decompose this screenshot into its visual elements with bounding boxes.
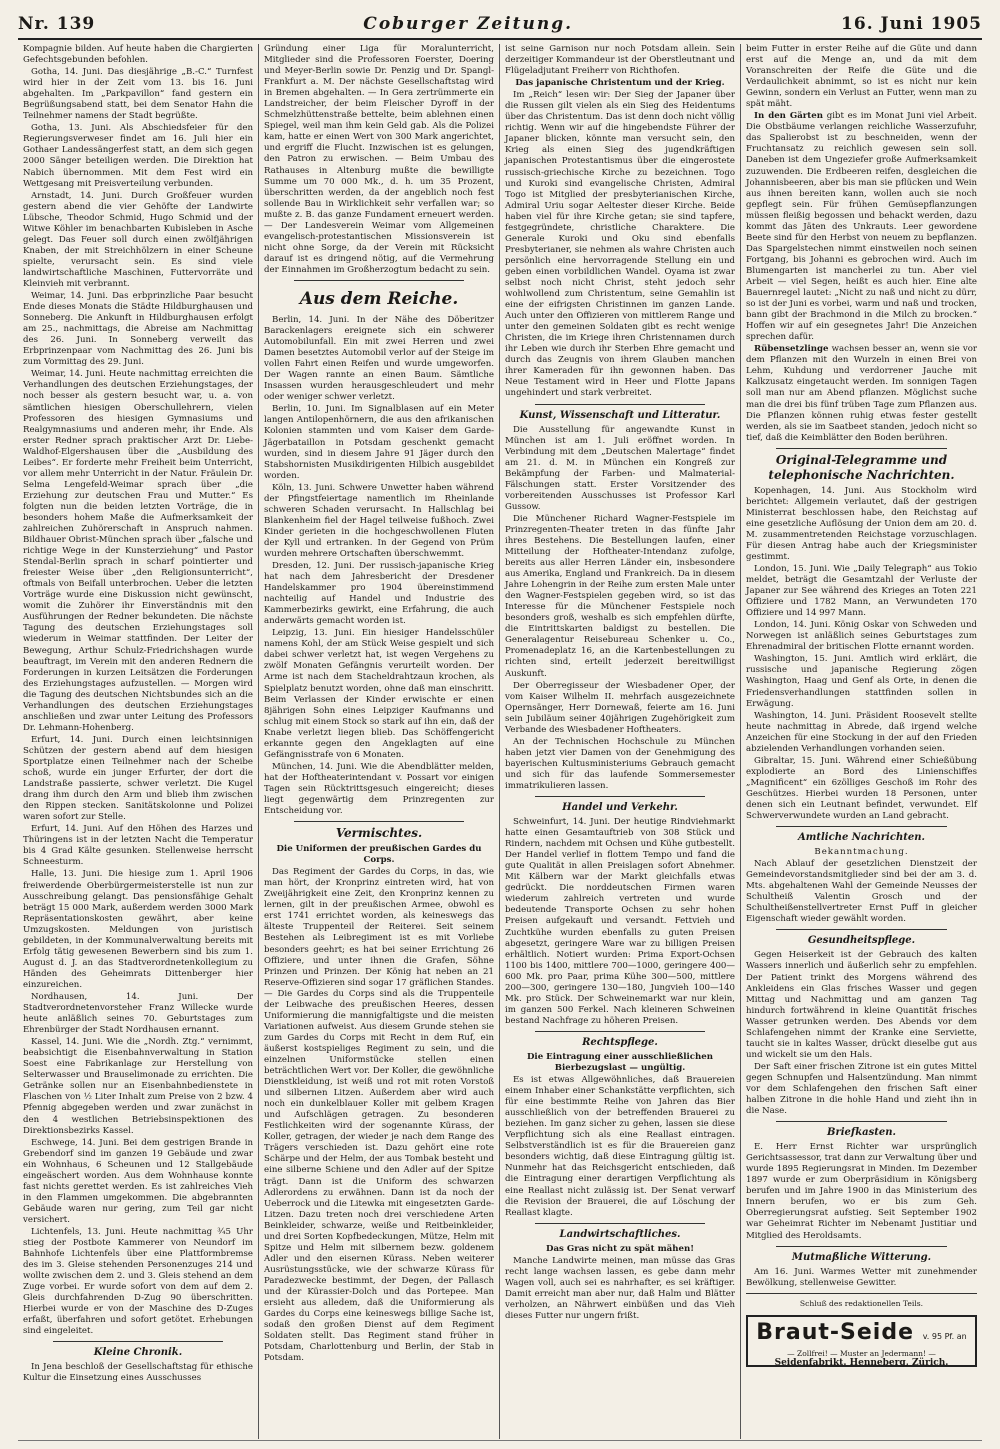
article-paragraph: Schweinfurt, 14. Juni. Der heutige Rindviehmarkt hatte einen Gesamtauftrieb von 308 Stück und Rindern, nachdem mit Ochsen und Kühe gutbestellt. Der Handel verlief in flottem Tempo und fand die gute Qualität in allen Preislagen sofort Abnehmer. Mit Kälbern war der Markt gleichfalls etwas gedrückt. Die norddeutschen Firmen waren wiederum zahlreich vertreten und wurde bedeutende Transporte Ochsen zu sehr hohen Preisen aufgekauft und versandt. Fettvieh und Zuchtkühe wurden ebenfalls zu guten Preisen abgesetzt, geringere Ware war zu billigen Preisen erhältlich. Notiert wurden: Prima Export-Ochsen 1100 bis 1400, mittlere 700—1000, geringere 400—600 Mk. pro Paar, prima Kühe 300—500, mittlere 200—300, geringere 130—180, Jungvieh 100—140 Mk. pro Stück. Der Schweinemarkt war nur klein, im ganzen 500 Ferkel. Nach kleineren Schweinen bestand Nachfrage zu höheren Preisen.	[505, 817, 735, 1026]
article-paragraph: Das Regiment der Gardes du Corps, in das, wie man hört, der Kronprinz eintreten wird, hat von Zweijährigkeit eine Zeit, den Kronprinz kennen zu lernen, gilt in der preußischen Armee, obwohl es erst 1741 errichtet worden, als keineswegs das älteste Truppenteil der Reiterei. Seit seinem Bestehen als Leibregiment ist es mit Vorliebe besonders geehrt; es hat bei seiner Errichtung 26 Offiziere, und unter ihnen die Grafen, Söhne Prinzen und Prinzen. Der König hat neben an 21 Reserve-Offizieren sind sogar 17 gräflichen Standes. — Die Gardes du Corps sind als die Truppenteile der Leibwache des preußischen Heeres, dessen Uniformierung die mannigfaltigste und die meisten Variationen aufweist. Aus diesem Grunde stehen sie zum Gardes du Corps mit Recht in dem Ruf, ein äußerst kostspieliges Regiment zu sein, und die einzelnen Uniformstücke stellen einen beträchtlichen Wert vor. Der Koller, die gewöhnliche Dienstkleidung, ist weiß und rot mit roten Vorstoß und silbernen Litzen. Außerdem aber wird auch noch ein dunkelblauer Koller mit gelbem Kragen und Aufschlägen getragen. Zu besonderen Festlichkeiten wird der sogenannte Kürass, der Koller, getragen, der wieder je nach dem Range des Trägers verschieden ist. Dazu gehört eine rote Schärpe und der Helm, der aus Tombak besteht und eine silberne Schiene und den Adler auf der Spitze trägt. Dann ist die Uniform des schwarzen Adlerordens zu erwähnen. Dann ist da noch der Ueberrock und die Litewka mit eingesetzten Garde-Litzen. Dazu treten noch drei verschiedene Arten Beinkleider, schwarze, weiße und Reitbeinkleider, und drei Sorten Kopfbedeckungen, Mütze, Helm mit Spitze und Helm mit silbernem bezw. goldenem Adler und den eisernen Kürass. Neben weiterer Ausrüstungsstücke, wie der schwarze Kürass für Paradezwecke bestimmt, der Degen, der Pallasch und der Kürassier-Dolch und das Portepee. Man ersieht aus alledem, daß die Uniformierung als Gardes du Corps eine keineswegs billige Sache ist, sodaß den großen Dienst auf dem Regiment Soldaten stellt. Das Regiment stand früher in Potsdam, Charlottenburg und Berlin, der Stab in Potsdam.	[264, 867, 495, 1364]
article-title: Die Eintragung einer ausschließlichen Bierbezugslast — ungültig.	[526, 1051, 713, 1073]
article-text: gibt es im Monat Juni viel Arbeit. Die Obstbäume verlangen reichliche Wasserzufuhr, das Spalierobst ist zu beschneiden, wenn der Fruchtansatz zu reichlich gewesen sein soll. Daneben ist dem Ungeziefer große Aufmerksamkeit zuzuwenden. Die Erdbeeren reifen, desgleichen die Johannisbeeren, aber bis man sie pflücken und Wein aus ihnen bereiten kann, wollen auch sie noch gepflegt sein. Für frühen Gemüsepflanzungen müssen fleißig begossen und behackt werden, dazu kommt das Jäten des Unkrauts. Leer gewordene Beete sind für den Herbst von neuem zu bepflanzen. Das Spargelstechen nimmt einstweilen noch seinen Fortgang, bis Johanni es gebrochen wird. Auch im Blumengarten ist mancherlei zu tun. Aber viel Arbeit — viel Segen, heißt es auch hier. Eine alte Bauernregel lautet: „Nicht zu naß und nicht zu dürr, so ist der Juni es vorbei, warm und naß und trocken, bann gibt der Brachmond in die Milch zu brocken.“ Hoffen wir auf ein gesegnetes Jahr! Die Anzeichen sprechen dafür.	[746, 111, 977, 343]
divider	[294, 821, 464, 822]
issue-number: Nr. 139	[18, 14, 96, 34]
article-paragraph: Gotha, 14. Juni. Das diesjährige „B.-C.“ Turnfest wird hier in der Zeit vom 13. bis 16. Juni abgehalten. Im „Parkpavillon“ fand gestern ein Begrüßungsabend statt, bei dem Senator Hahn die Teilnehmer namens der Stadt begrüßte.	[23, 67, 253, 122]
divider	[535, 1223, 705, 1224]
article-paragraph: Berlin, 14. Juni. In der Nähe des Döberitzer Barackenlagers ereignete sich ein schwerer Automobilunfall. Ein mit zwei Herren und zwei Damen besetztes Automobil verlor auf der Steige im vollen Fahrt einen Reifen und wurde umgeworfen. Der Wagen rannte an einen Baum. Sämtliche Insassen wurden herausgeschleudert und mehr oder weniger schwer verletzt.	[264, 314, 494, 403]
section-heading-kleine-chronik: Kleine Chronik.	[93, 1347, 183, 1359]
article-paragraph: Kopenhagen, 14. Juni. Aus Stockholm wird berichtet: Allgemein verlautet, daß der gestrigen Ministerrat beschlossen habe, den Reichstag auf eine gesetzliche Auflösung der Union dem am 20. d. M. zusammentretenden Reichstage vorzuschlagen. Für diesen Antrag habe auch der Kriegsminister gestimmt.	[746, 485, 977, 562]
end-of-editorial: Schluß des redaktionellen Teils.	[799, 1298, 924, 1308]
article-paragraph: Nach Ablauf der gesetzlichen Dienstzeit der Gemeindevorstandsmitglieder sind bei der am 3. d. Mts. abgehaltenen Wahl der Gemeinde Neusses der Schultheiß Valentin Grosch und der Schultheißenstellvertreter Ernst Puff in gleicher Eigenschaft wieder gewählt worden.	[746, 859, 977, 925]
article-paragraph: Gotha, 13. Juni. Als Abschiedsfeier für den Regierungsverweser findet am 16. Juli hier ein Gothaer Landessängerfest statt, an dem sich gegen 2000 Sänger beteiligen werden. Die Direktion hat Nabich übernommen. Mit dem Fest wird ein Wettgesang mit Preisverteilung verbunden.	[23, 123, 253, 189]
article-text: wachsen besser an, wenn sie vor dem Pflanzen mit den Wurzeln in einen Brei von Lehm, Kuhdung und verdorrener Jauche mit Kalkzusatz eingetaucht werden. Im sonnigen Tagen soll man nur am Abend pflanzen. Möglichst suche man die drei bis fünf trüben Tage zum Pflanzen aus. Die Pflanzen können ruhig etwas fester gestellt werden, als sie im Saatbeet standen, jedoch nicht so tief, daß die Keimblätter den Boden berühren.	[746, 344, 977, 443]
section-heading-landwirtschaft: Landwirtschaftliches.	[559, 1228, 681, 1240]
article-title: Das Gras nicht zu spät mähen!	[546, 1243, 694, 1254]
advertisement	[746, 1315, 977, 1367]
article-paragraph: Washington, 14. Juni. Präsident Roosevelt stellte heute nachmittag in Abrede, daß irgend welche Anzeichen für eine Stockung in der auf den Frieden abzielenden Verhandlungen vorhanden seien.	[746, 710, 977, 754]
column-1	[18, 44, 259, 1439]
article-paragraph: Lichtenfels, 13. Juni. Heute nachmittag ¾5 Uhr stieg der Postbote Kammerer von Neundorf im Bahnhofe Lichtenfels über eine Plattformbremse des im 3. Gleise stehenden Personenzuges 214 und wollte zwischen dem 2. und 3. Gleis stehend an dem Zuge vorbei. Er wurde sofort von dem auf dem 2. Gleis durchfahrenden D-Zug 90 überschritten. Hierbei wurde er von der Maschine des D-Zuges erfaßt, überfahren und sofort getötet. Erhebungen sind eingeleitet.	[23, 1226, 253, 1337]
article-paragraph: Gründung einer Liga für Moralunterricht, Mitglieder sind die Professoren Foerster, Doering und Meyer-Berlin sowie Dr. Penzig und Dr. Spangl-Frankfurt a. M. Der nächste Gesellschaftstag wird in Bremen abgehalten. — In Gera zertrümmerte ein Landstreicher, der beim Fleischer Dyroff in der Schmelzhüttenstraße bettelte, beim ablehnen einen Spiegel, weil man ihm kein Geld gab. Als die Polizei kam, hatte er einen Wert von 300 Mark angerichtet, und ergriff die Flucht. Inzwischen ist es gelungen, den Patron zu erwischen. — Beim Umbau des Rathauses in Altenburg mußte die bewilligte Summe um 70 000 Mk., d. h. um 35 Prozent, überschritten werden, da der angeblich noch fest sollende Bau in Wirklichkeit sehr verfallen war; so mußte z. B. das ganze Fundament erneuert werden. — Der Landesverein Weimar vom Allgemeinen evangelisch-protestantischen Missionsverein ist nicht ohne Sorge, da der Verein mit Rücksicht darauf ist es dringend nötig, auf die Vermehrung der Einnahmen im Großherzogtum bedacht zu sein.	[264, 44, 494, 275]
divider	[776, 1121, 947, 1122]
article-paragraph: Arnstadt, 14. Juni. Durch Großfeuer wurden gestern abend die vier Gehöfte der Landwirte Lübsche, Theodor Schmid, Hugo Schmid und der Witwe Köhler im benachbarten Kubisleben in Asche gelegt. Das Feuer soll durch einen zwölfjährigen Knaben, der mit Streichhölzern in einer Scheune spielte, verursacht sein. Es sind viele landwirtschaftliche Maschinen, Futtervorräte und Kleinvieh mit verbrannt.	[23, 190, 253, 289]
section-heading-rechtspflege: Rechtspflege.	[582, 1036, 658, 1048]
article-paragraph: Leipzig, 13. Juni. Ein hiesiger Handelsschüler namens Kohl, der am Stück Weise gespielt und sich dabei schwer verletzt hat, ist wegen Vergehens zu zwölf Monaten Gefängnis verurteilt worden. Der Arme ist nach dem Stacheldrahtzaun krochen, als Spielplatz benutzt worden, ohne daß man einschritt. Beim Verlassen der Kinder erwischte er einen 8jährigen Sohn eines Leipziger Kaufmanns und schlug mit einem Stock so stark auf ihn ein, daß der Knabe verletzt liegen blieb. Das Schöffengericht erkannte gegen den Angeklagten auf eine Gefängnisstrafe von 6 Monaten.	[264, 628, 494, 760]
article-paragraph: Halle, 13. Juni. Die hiesige zum 1. April 1906 freiwerdende Oberbürgermeisterstelle ist nun zur Ausschreibung gelangt. Das pensionsfähige Gehalt beträgt 15 000 Mark, außerdem werden 3000 Mark Repräsentationskosten gewährt, aber keine Umzugskosten. Meldungen von juristisch gebildeten, in der Kommunalverwaltung bereits mit Erfolg tätig gewesenen Bewerbern sind bis zum 1. August d. J. an das Stadtverordnetenkollegium zu Händen des Geheimrats Dittenberger hier einzureichen.	[23, 869, 253, 990]
section-heading-vermischtes: Vermischtes.	[335, 826, 423, 841]
columns	[18, 44, 982, 1439]
article-paragraph: Im „Reich“ lesen wir: Der Sieg der Japaner über die Russen gilt vielen als ein Sieg des Heidentums über das Christentum. Das ist denn doch nicht völlig richtig. Wenn wir auf die hingebendste Führer der Japaner blicken, könnte man versucht sein, den Krieg als einen Sieg des jugendkräftigen japanischen Protestantismus über die eingerostete russisch-griechische Kirche zu bezeichnen. Togo und Kuroki sind evangelische Christen, Admiral Togo ist Mitglied der presbyterianischen Kirche, Admiral Uriu sogar Aeltester dieser Kirche. Beide haben viel für ihre Kirche getan; sie sind tapfere, festgegründete, christliche Charaktere. Die Generale Kuroki und Oku sind ebenfalls Presbyterianer, sie nehmen als wahre Christen auch persönlich eine hervorragende Stellung ein und geben einen vorbildlichen Wandel. Oyama ist zwar selbst noch nicht Christ, steht jedoch sehr wohlwollend zum Christentum, seine Gemahlin ist eine der eifrigsten Christinnen im ganzen Lande. Auch unter den Offizieren von mittlerem Range und unter den gemeinen Soldaten gibt es recht wenige Christen, die im Kriege ihren Christennamen durch ihr Leben wie durch ihr Sterben Ehre gemacht und durch das Zeugnis von ihrem Glauben manchen ihrer Kameraden für ihn gewonnen haben. Das Neue Testament wird in Heer und Flotte Japans ungehindert und stark verbreitet.	[505, 90, 736, 399]
column-2	[259, 44, 500, 1439]
article-lead: Rübensetzlinge	[754, 344, 829, 355]
ad-brand-name: Braut-Seide	[756, 1319, 915, 1345]
article-paragraph: Eschwege, 14. Juni. Bei dem gestrigen Brande in Grebendorf sind im ganzen 19 Gebäude und zwar ein Wohnhaus, 6 Scheunen und 12 Stallgebäude eingeäschert worden. Aus dem Wohnhause konnte fast nichts gerettet werden. Es ist zahlreiches Vieh in den Flammen umgekommen. Die abgebrannten Gebäude waren nur gering, zum Teil gar nicht versichert.	[23, 1137, 253, 1225]
ad-firm: Seidenfabrikt. Henneberg, Zürich.	[774, 1357, 949, 1368]
section-heading-amtliche: Amtliche Nachrichten.	[798, 832, 925, 844]
section-heading-kunst: Kunst, Wissenschaft und Litteratur.	[519, 409, 721, 421]
article-paragraph: In Jena beschloß der Gesellschaftstag für ethische Kultur die Einsetzung eines Ausschusses	[23, 1362, 253, 1384]
section-heading-witterung: Mutmaßliche Witterung.	[791, 1251, 932, 1263]
article-paragraph	[746, 111, 977, 343]
divider	[535, 404, 705, 405]
article-paragraph	[746, 344, 977, 443]
article-paragraph: Washington, 15. Juni. Amtlich wird erklärt, die russische und japanische Regierung zögen Washington, Haag und Genf als Orte, in denen die Friedensverhandlungen stattfinden sollen in Erwägung.	[746, 654, 977, 709]
column-4	[741, 44, 982, 1439]
article-paragraph: London, 15. Juni. Wie „Daily Telegraph“ aus Tokio meldet, beträgt die Gesamtzahl der Verluste der Japaner zur See während des Krieges an Toten 221 Offiziere und 1782 Mann, an Verwundeten 170 Offiziere und 14 997 Mann.	[746, 564, 977, 619]
divider	[53, 1341, 223, 1342]
article-paragraph: ist seine Garnison nur noch Potsdam allein. Sein derzeitiger Kommandeur ist der Oberstleutnant und Flügeladjutant Freiherr von Richthofen.	[505, 44, 735, 77]
section-heading-briefkasten: Briefkasten.	[827, 1127, 896, 1139]
ad-tagline: — Zollfrei! — Muster an Jedermann! —	[787, 1348, 936, 1358]
article-paragraph: Der Saft einer frischen Zitrone ist ein gutes Mittel gegen Schnupfen und Halsentzündung. Man nimmt vor dem Schlafengehen den frischen Saft einer halben Zitrone in die hohle Hand und zieht ihn in die Nase.	[746, 1061, 977, 1117]
column-3	[500, 44, 741, 1439]
article-paragraph: Gegen Heiserkeit ist der Gebrauch des kalten Wassers innerlich und äußerlich sehr zu empfehlen. Der Patient trinkt des Morgens während des Ankleidens ein Glas frisches Wasser und gegen Mittag und Nachmittag und am ganzen Tag hindurch fortwährend in kleine Quantität frisches Wasser getrunken werden. Des Abends vor dem Schlafengehen nimmt der Kranke eine Serviette, taucht sie in kaltes Wasser, drückt dieselbe gut aus und wickelt sie um den Hals.	[746, 950, 977, 1060]
section-heading-gesundheit: Gesundheitspflege.	[807, 935, 916, 947]
article-title: Die Uniformen der preußischen Gardes du Corps.	[276, 844, 482, 866]
divider	[776, 826, 947, 827]
article-paragraph: Erfurt, 14. Juni. Auf den Höhen des Harzes und Thüringens ist in der letzten Nacht die Temperatur bis 4 Grad Kälte gesunken. Stellenweise herrscht Schneesturm.	[23, 824, 253, 868]
article-paragraph: Dresden, 12. Juni. Der russisch-japanische Krieg hat nach dem Jahresbericht der Dresdener Handelskammer pro 1904 übereinstimmend nachteilig auf Handel und Industrie des Kammerbezirks gewirkt, eine Erfahrung, die auch anderwärts gemacht worden ist.	[264, 561, 494, 627]
divider	[776, 929, 947, 930]
article-paragraph: Kassel, 14. Juni. Wie die „Nordh. Ztg.“ vernimmt, beabsichtigt die Eisenbahnverwaltung in Station Soest eine Fabrikanlage zur Herstellung von Selterwasser und Brauselimonade zu errichten. Die Getränke sollen nur an Eisenbahnbedienstete in Flaschen von ½ Liter Inhalt zum Preise von 2 bzw. 4 Pfennig abgegeben werden und zwar zunächst in den 4 westlichen Betriebsinspektionen des Direktionsbezirks Kassel.	[23, 1037, 253, 1136]
article-paragraph: An der Technischen Hochschule zu München haben jetzt vier Damen von der Genehmigung des bayerischen Kultusministeriums Gebrauch gemacht und sich für das laufende Sommersemester immatrikulieren lassen.	[505, 736, 735, 791]
article-paragraph: Der Oberregisseur der Wiesbadener Oper, der vom Kaiser Wilhelm II. mehrfach ausgezeichnete Opernsänger, Herr Dornewaß, feierte am 16. Juni sein Jubiläum seiner 40jährigen Zugehörigkeit zum Verbande des Wiesbadener Hoftheaters.	[505, 680, 735, 735]
divider	[294, 280, 464, 281]
article-paragraph: Weimar, 14. Juni. Das erbprinzliche Paar besucht Ende dieses Monats die Städte Hildburghausen und Sonneberg. Die Ankunft in Hildburghausen erfolgt am 25., nachmittags, die Abreise am Nachmittag des 26. Juni. In Sonneberg verweilt das Erbprinzenpaar vom Nachmittag des 26. Juni bis zum Vormittag des 29. Juni.	[23, 291, 253, 368]
article-paragraph: München, 14. Juni. Wie die Abendblätter melden, hat der Hoftheaterintendant v. Possart vor einigen Tagen sein Rücktrittsgesuch eingereicht; dieses liegt gegenwärtig dem Prinzregenten zur Entscheidung vor.	[264, 761, 494, 817]
article-paragraph: Die Münchener Richard Wagner-Festspiele im Prinzregenten-Theater treten in das fünfte Jahr ihres Bestehens. Die Bestellungen laufen, einer Mitteilung der Hoftheater-Intendanz zufolge, bereits aus aller Herren Länder ein, insbesondere aus Amerika, England und Frankreich. Da in diesem Jahre Lohengrin in der Reihe zum ersten Male unter den Wagner-Festspielen gegeben wird, so ist das Interesse für die Münchener Festspiele noch besonders groß, weshalb es sich empfehlen dürfte, die Eintrittskarten baldigst zu bestellen. Die Generalagentur Reisebureau Schenker u. Co., Promenadeplatz 16, an die Kartenbestellungen zu richten sind, erteilt jederzeit bereitwilligst Auskunft.	[505, 513, 735, 679]
article-paragraph: Gibraltar, 15. Juni. Während einer Schießübung explodierte an Bord des Linienschiffes „Magnificent“ ein 6zölliges Geschoß im Rohr des Geschützes. Hierbei wurden 18 Personen, unter denen sich ein Leutnant befindet, verwundet. Elf Schwerverwundete wurden an Land gebracht.	[746, 755, 977, 822]
divider	[776, 448, 947, 449]
section-heading-telegramme: Original-Telegramme und telephonische Nachrichten.	[768, 452, 955, 482]
divider	[535, 1031, 705, 1032]
article-paragraph: E. Herr Ernst Richter war ursprünglich Gerichtsassessor, trat dann zur Verwaltung über und wurde 1895 Regierungsrat in Minden. Im Dezember 1897 wurde er zum Oberpräsidium in Königsberg berufen und im Jahre 1900 in das Ministerium des Innern berufen, wo er bis zum Geh. Oberregierungsrat aufstieg. Seit September 1902 war Geheimrat Richter im Nebenamt Justitiar und Mitglied des Heroldsamts.	[746, 1142, 977, 1241]
article-paragraph: Kompagnie bilden. Auf heute haben die Chargierten Gefechtsgebunden befohlen.	[23, 44, 253, 66]
article-paragraph: Nordhausen, 14. Juni. Der Stadtverordnetenvorsteher Franz Willecke wurde heute anläßlich seines 70. Geburtstages zum Ehrenbürger der Stadt Nordhausen ernannt.	[23, 991, 253, 1036]
divider	[535, 796, 705, 797]
newspaper-title: Coburger Zeitung.	[363, 14, 574, 34]
article-paragraph: Weimar, 14. Juni. Heute nachmittag erreichten die Verhandlungen des deutschen Erziehungstages, der noch besser als gestern besucht war, u. a. von sämtlichen hiesigen Oberschullehrern, vielen Professoren des hiesigen Gymnasiums und Realgymnasiums und anderen mehr, ihr Ende. Als erster Redner sprach praktischer Arzt Dr. Liebe-Waldhof-Elgershausen über die „Ausbildung des Leibes“. Er forderte mehr Freiheit beim Unterricht, vor allem mehr Unterricht in der Natur. Fräulein Dr. Selma Lengefeld-Weimar sprach über „die Erziehung zur deutschen Frau und Mutter.“ Es folgten nun die beiden letzten Vorträge, die in besonders hohem Maße die Aufmerksamkeit der zahlreichen Zuhörerschaft in Anspruch nahmen. Bildhauer Obrist-München sprach über „falsche und richtige Wege in der Kunsterziehung“ und Pastor Stendal-Berlin sprach in scharf pointierter und freiester Weise über „den Religionsunterricht“, oftmals von Beifall unterbrochen. Ueber die letzten Vorträge wurde eine Diskussion nicht gewünscht, womit die Zuhörer ihr Einverständnis mit den Ausführungen der Redner bekundeten. Die nächste Tagung des deutschen Erziehungstages soll wiederum in Weimar stattfinden. Der Leiter der Bewegung, Arthur Schulz-Friedrichshagen wurde beauftragt, im Verein mit den anderen Rednern die Forderungen in kurzen Leitsätzen die Forderungen des Erziehungstages aufzustellen. — Morgen wird die Tagung des deutschen Nichtsbundes sich an die Verhandlungen des deutschen Erziehungstages anschließen und zwar unter Leitung des Professors Dr. Lehmann-Hohenberg.	[23, 369, 253, 733]
section-heading-handel: Handel und Verkehr.	[562, 802, 678, 814]
ad-price: v. 95 Pf. an	[922, 1331, 967, 1341]
divider	[746, 1293, 977, 1294]
article-paragraph: Es ist etwas Allgewöhnliches, daß Brauereien einem Inhaber einer Schankstätte verpflichten, sich für eine bestimmte Reihe von Jahren das Bier ausschließlich von der betreffenden Brauerei zu beziehen. Im ganz sicher zu gehen, lassen sie diese Verpflichtung sich als eine Reallast eintragen. Selbstverständlich ist es für die Brauereien ganz besonders wichtig, daß diese Eintragung gültig ist. Nunmehr hat das Reichsgericht entschieden, daß die Eintragung einer derartigen Verpflichtung als eine Reallast nicht zulässig ist. Der Senat verwarf die Revision der Brauerei, die auf Löschung der Reallast klagte.	[505, 1075, 735, 1218]
article-paragraph: Berlin, 10. Juni. Im Signalblasen auf ein Meter langen Antilopenhörnern, die aus den afrikanischen Kolonien stammten und vom Kaiser dem Garde-Jägerbataillon in Potsdam geschenkt gemacht wurden, sind in diesem Jahre 91 Jäger durch den Stabshornisten Musikdirigenten Hilbich ausgebildet worden.	[264, 404, 494, 481]
article-paragraph: London, 14. Juni. König Oskar von Schweden und Norwegen ist anläßlich seines Geburtstages zum Ehrenadmiral der britischen Flotte ernannt worden.	[746, 620, 977, 653]
article-paragraph: beim Futter in erster Reihe auf die Güte und dann erst auf die Menge an, und da mit dem Voranschreiten der Reife die Güte und die Verdaulichkeit abnimmt, so ist es nicht nur kein Gewinn, sondern ein Verlust an Futter, wenn man zu spät mäht.	[746, 44, 977, 110]
article-lead: In den Gärten	[754, 111, 823, 122]
masthead	[18, 14, 982, 40]
issue-date: 16. Juni 1905	[841, 14, 982, 34]
article-paragraph: Erfurt, 14. Juni. Durch einen leichtsinnigen Schützen der gestern abend auf dem hiesigen Sportplatze einen Teilnehmer nach der Scheibe schoß, wurde ein junger Erfurter, der dort die Landstraße passierte, schwer verletzt. Die Kugel drang ihm durch den Arm und blieb ihm zwischen den Rippen stecken. Sanitätskolonne und Polizei waren sofort zur Stelle.	[23, 734, 253, 823]
weather-forecast: Am 16. Juni. Warmes Wetter mit zunehmender Bewölkung, stellenweise Gewitter.	[746, 1266, 977, 1288]
article-paragraph: Die Ausstellung für angewandte Kunst in München ist am 1. Juli eröffnet worden. In Verbindung mit dem „Deutschen Malertage“ findet am 21. d. M. in München ein Kongreß zur Bekämpfung der Farben- und Malmaterial-Fälschungen statt. Erster Vorsitzender des vorbereitenden Ausschusses ist Professor Karl Gussow.	[505, 424, 735, 512]
article-title: Das japanische Christentum und der Krieg.	[515, 78, 725, 89]
article-subtitle: Bekanntmachung.	[814, 847, 909, 858]
section-heading-aus-dem-reiche: Aus dem Reiche.	[299, 288, 459, 309]
bottom-rule	[18, 1440, 982, 1441]
divider	[776, 1246, 947, 1247]
article-paragraph: Manche Landwirte meinen, man müsse das Gras recht lange wachsen lassen, es gebe dann mehr Wagen voll, auch sei es nahrhafter, es sei kräftiger. Damit erreicht man aber nur, daß Halm und Blätter verholzen, an Nährwert einbüßen und das Vieh dieses Futter nur ungern frißt.	[505, 1255, 735, 1321]
article-paragraph: Köln, 13. Juni. Schwere Unwetter haben während der Pfingstfeiertage namentlich im Rheinlande schweren Schaden verursacht. In Hallschlag bei Blankenheim fiel der Hagel teilweise fußhoch. Zwei Kinder gerieten in die hochgeschwollenen Fluten der Kyll und ertranken. In der Gegend von Prüm wurden mehrere Ortschaften überschwemmt.	[264, 482, 494, 559]
ad-brand	[756, 1321, 966, 1349]
